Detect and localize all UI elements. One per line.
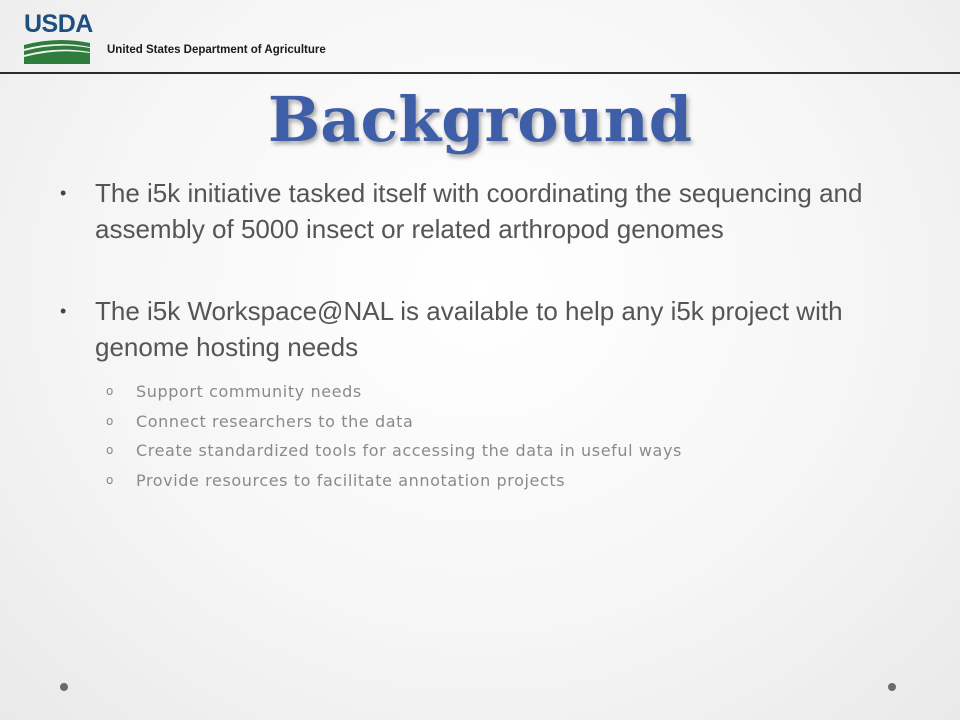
sub-bullet-marker: o (106, 413, 114, 428)
decorative-dot-right (888, 683, 896, 691)
agency-name: United States Department of Agriculture (107, 44, 326, 56)
sub-bullet-item (106, 377, 906, 407)
header-divider (0, 72, 960, 74)
slide-title: Background (267, 83, 693, 156)
bullet-marker: • (60, 301, 67, 321)
slide-header (0, 0, 960, 74)
sub-bullet-text: Provide resources to facilitate annotation projects (136, 470, 566, 490)
sub-bullet-list (56, 377, 906, 495)
sub-bullet-marker: o (106, 443, 114, 457)
sub-bullet-text: Create standardized tools for accessing the data in useful ways (136, 441, 682, 460)
sub-bullet-item (106, 407, 906, 437)
usda-logo (24, 10, 94, 62)
decorative-dot-left (60, 683, 68, 691)
bullet-item-2 (56, 293, 906, 365)
sub-bullet-marker: o (106, 384, 114, 398)
usda-swoosh-icon (24, 38, 90, 64)
bullet-text: The i5k Workspace@NAL is available to help any i5k project with genome hosting needs (95, 296, 843, 362)
bullet-text: The i5k initiative tasked itself with coordinating the sequencing and assembly of 5000 insect or related arthropod genomes (95, 178, 863, 244)
bullet-marker: • (60, 183, 67, 203)
usda-logo-text: USDA (24, 10, 93, 38)
sub-bullet-text: Support community needs (136, 382, 362, 401)
bullet-item-1 (56, 175, 906, 247)
sub-bullet-item (106, 436, 906, 466)
sub-bullet-marker: o (106, 472, 114, 487)
slide-content (56, 175, 906, 495)
sub-bullet-item (106, 466, 906, 496)
sub-bullet-text: Connect researchers to the data (136, 411, 414, 431)
